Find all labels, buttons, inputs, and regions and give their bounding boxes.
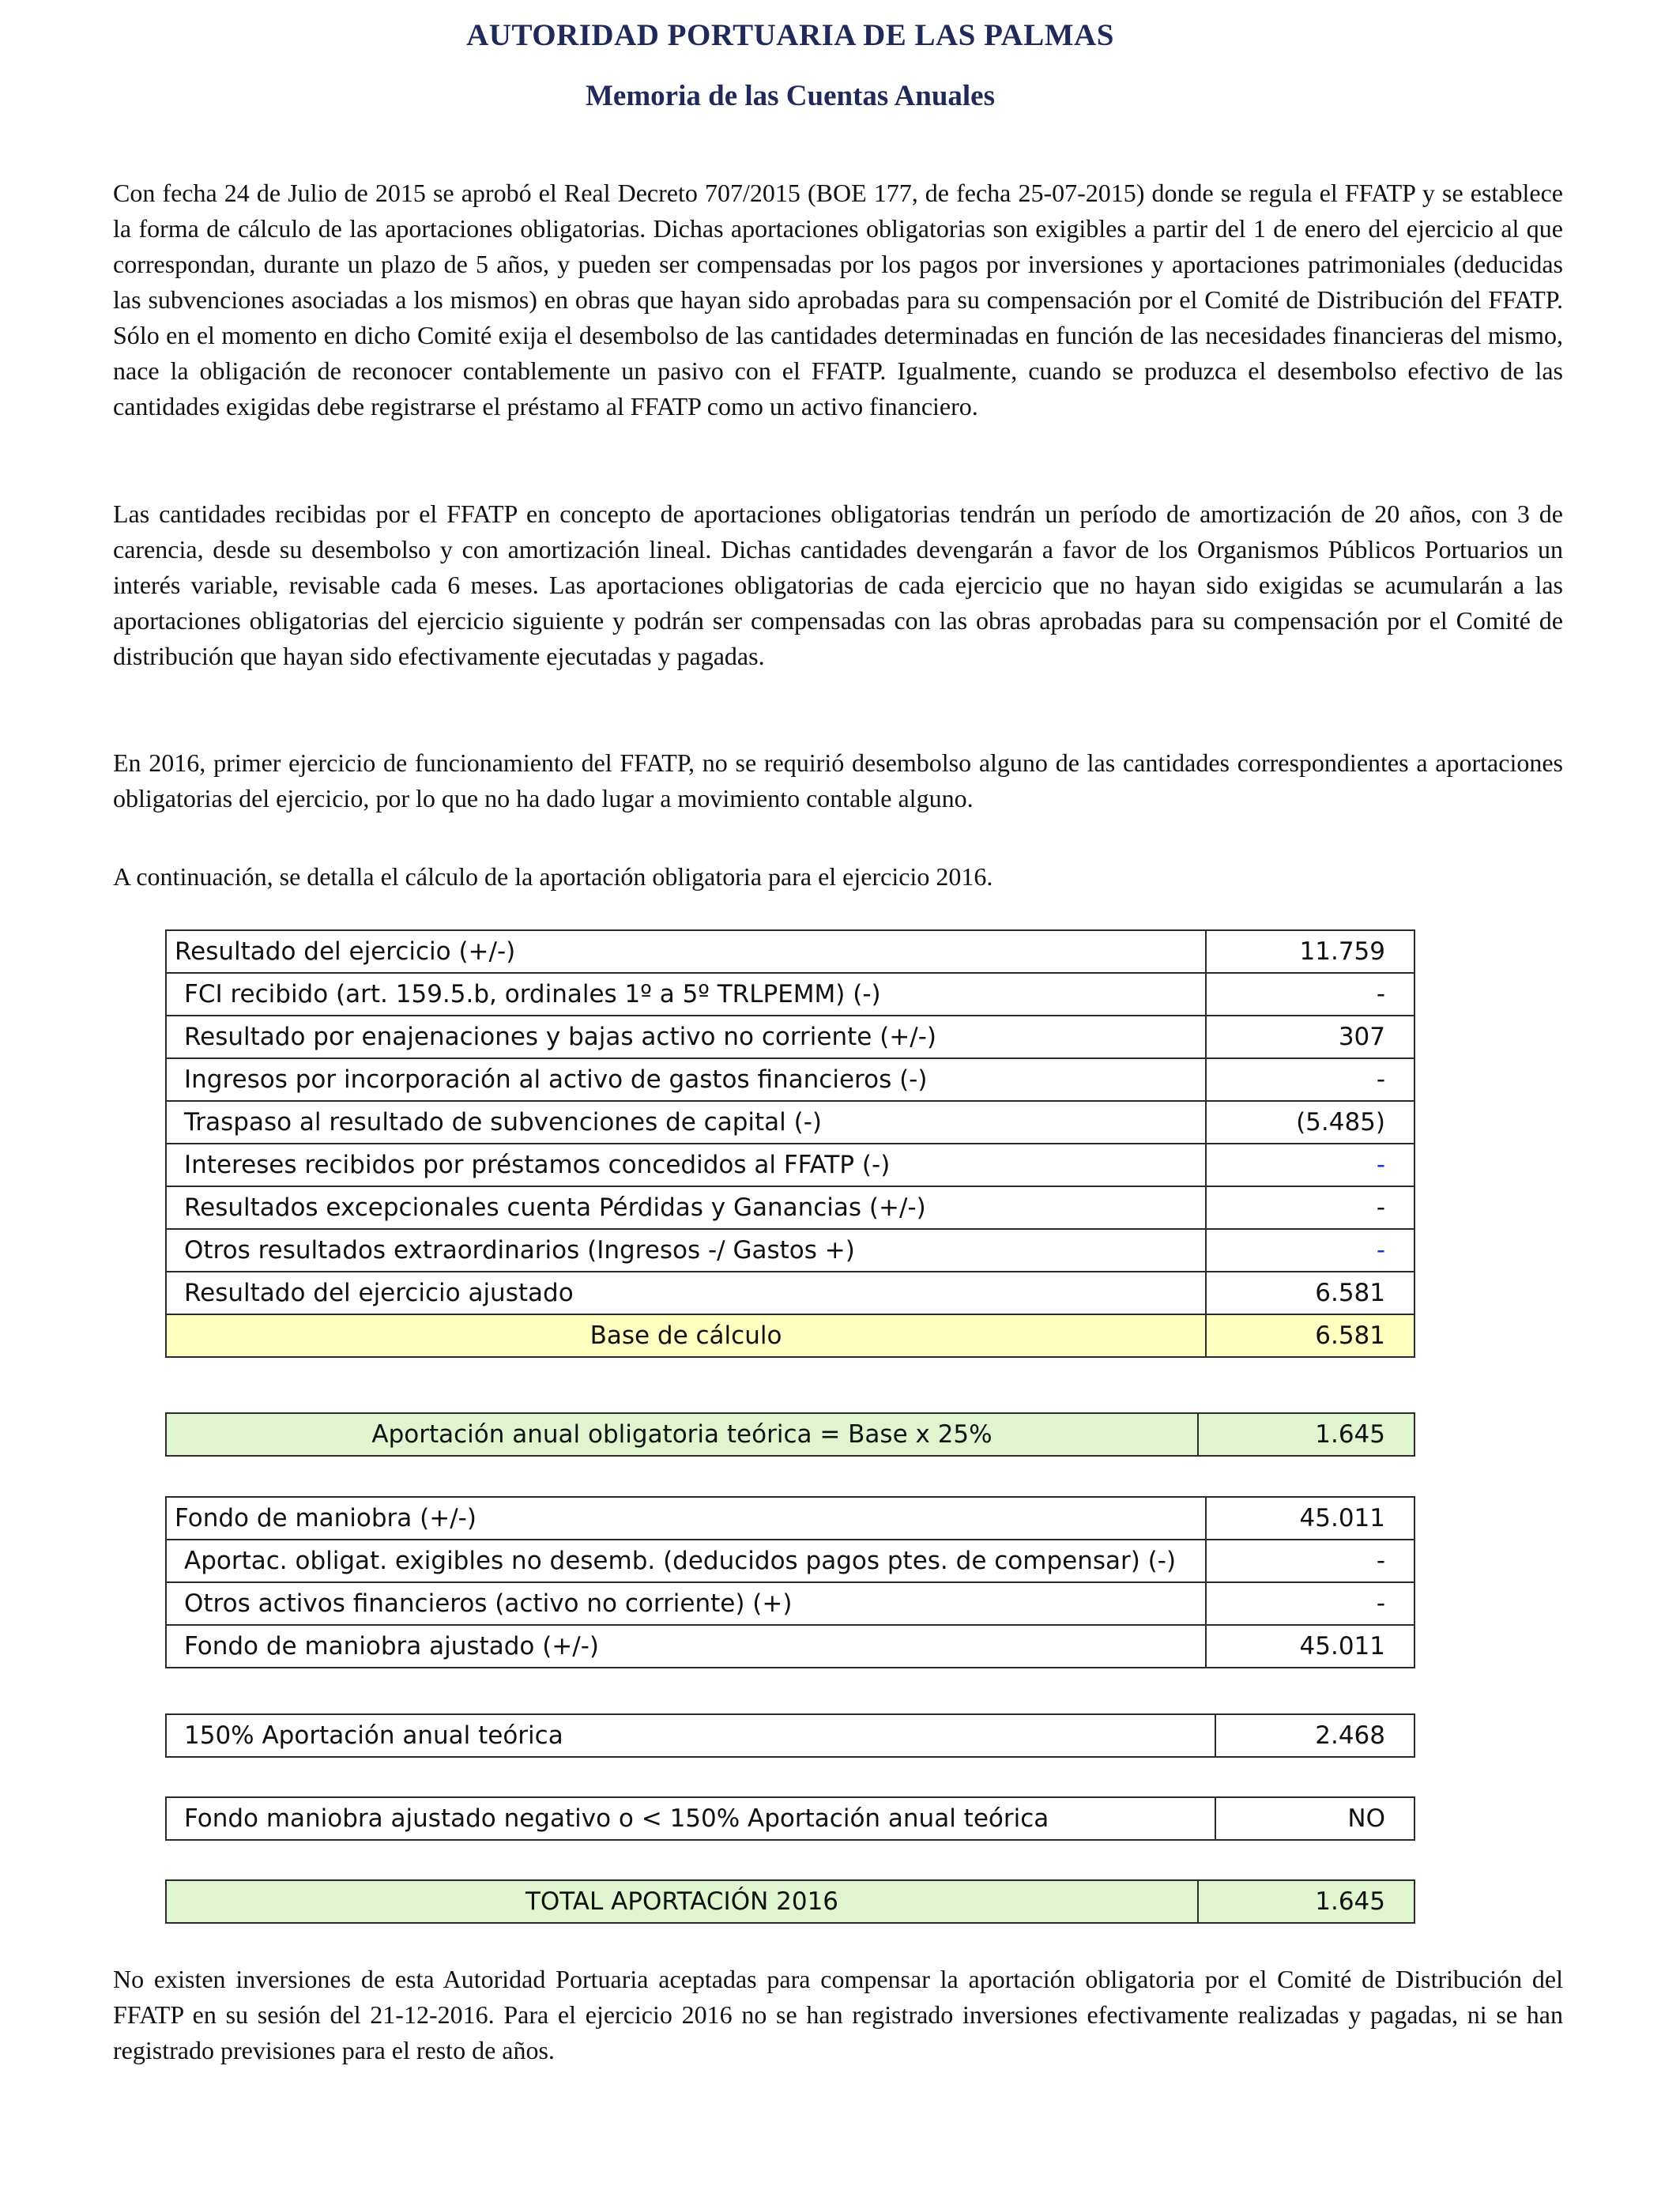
table-row [166,1229,1414,1272]
row-value: - [1206,1186,1414,1229]
table-row [166,1144,1414,1186]
row-value: 2.468 [1215,1714,1414,1757]
row-label: Ingresos por incorporación al activo de gastos financieros (-) [166,1058,1206,1101]
table-row [166,1540,1414,1582]
base-value: 6.581 [1206,1314,1414,1357]
row-label: FCI recibido (art. 159.5.b, ordinales 1º a 5º TRLPEMM) (-) [166,973,1206,1016]
table-row [166,1714,1414,1757]
table-row [166,1016,1414,1058]
paragraph-inversiones: No existen inversiones de esta Autoridad Portuaria aceptadas para compensar la aportación obligatoria por el Comité de Distribución del FFATP en su sesión del 21-12-2016. Para el ejercicio 2016 no se han registrado inversiones efectivamente realizadas y pagadas, ni se han registrado previsiones para el resto de años. [113,1965,1563,2064]
row-label: Aportación anual obligatoria teórica = Base x 25% [166,1413,1198,1456]
row-value: - [1206,1144,1414,1186]
condicion-table [165,1796,1415,1841]
row-label: Fondo de maniobra (+/-) [166,1497,1206,1540]
table-row [166,930,1414,973]
row-label: Resultado del ejercicio ajustado [166,1272,1206,1314]
row-label: Aportac. obligat. exigibles no desemb. (deducidos pagos ptes. de compensar) (-) [166,1540,1206,1582]
row-label: 150% Aportación anual teórica [166,1714,1215,1757]
row-label: Traspaso al resultado de subvenciones de capital (-) [166,1101,1206,1144]
row-value: 307 [1206,1016,1414,1058]
row-value: 45.011 [1206,1625,1414,1668]
row-value: - [1206,1058,1414,1101]
row-label: Fondo de maniobra ajustado (+/-) [166,1625,1206,1668]
table-row [166,1497,1414,1540]
aportacion-150-table [165,1713,1415,1758]
paragraph-real-decreto: Con fecha 24 de Julio de 2015 se aprobó el Real Decreto 707/2015 (BOE 177, de fecha 25-07-2015) donde se regula el FFATP y se establece la forma de cálculo de las aportaciones obligatorias. Dichas aportaciones obligatorias son exigibles a partir del 1 de enero del ejercicio al que correspondan, durante un plazo de 5 años, y pueden ser compensadas por los pagos por inversiones y aportaciones patrimoniales (deducidas las subvenciones asociadas a los mismos) en obras que hayan sido aprobadas para su compensación por el Comité de Distribución del FFATP. Sólo en el momento en dicho Comité exija el desembolso de las cantidades determinadas en función de las necesidades financieras del mismo, nace la obligación de reconocer contablemente un pasivo con el FFATP. Igualmente, cuando se produzca el desembolso efectivo de las cantidades exigidas debe registrarse el préstamo al FFATP como un activo financiero. [113,179,1563,420]
fondo-maniobra-table [165,1496,1415,1668]
row-value: - [1206,1540,1414,1582]
table-row [166,1413,1414,1456]
row-value: 45.011 [1206,1497,1414,1540]
row-value: NO [1215,1797,1414,1840]
table-row [166,1272,1414,1314]
row-value: - [1206,1582,1414,1625]
row-label: Otros resultados extraordinarios (Ingresos -/ Gastos +) [166,1229,1206,1272]
row-value: 11.759 [1206,930,1414,973]
row-label: Otros activos financieros (activo no corriente) (+) [166,1582,1206,1625]
table-row [166,1582,1414,1625]
table-row [166,1186,1414,1229]
row-value: 6.581 [1206,1272,1414,1314]
table-row [166,1880,1414,1923]
table-row [166,1058,1414,1101]
base-row [166,1314,1414,1357]
row-label: Fondo maniobra ajustado negativo o < 150% Aportación anual teórica [166,1797,1215,1840]
row-value: - [1206,973,1414,1016]
row-label: Intereses recibidos por préstamos concedidos al FFATP (-) [166,1144,1206,1186]
table-row [166,973,1414,1016]
table-row [166,1625,1414,1668]
calculation-table [165,929,1415,1358]
paragraph-amortizacion: Las cantidades recibidas por el FFATP en concepto de aportaciones obligatorias tendrán un período de amortización de 20 años, con 3 de carencia, desde su desembolso y con amortización lineal. Dichas cantidades devengarán a favor de los Organismos Públicos Portuarios un interés variable, revisable cada 6 meses. Las aportaciones obligatorias de cada ejercicio que no hayan sido exigidas se acumularán a las aportaciones obligatorias del ejercicio siguiente y podrán ser compensadas con las obras aprobadas para su compensación por el Comité de distribución que hayan sido efectivamente ejecutadas y pagadas. [113,499,1563,670]
row-value: 1.645 [1198,1413,1414,1456]
table-row [166,1101,1414,1144]
row-label: Resultados excepcionales cuenta Pérdidas y Ganancias (+/-) [166,1186,1206,1229]
total-aportacion-table [165,1879,1415,1924]
base-label: Base de cálculo [166,1314,1206,1357]
aportacion-teorica-table [165,1412,1415,1457]
total-label: TOTAL APORTACIÓN 2016 [166,1880,1198,1923]
row-label: Resultado por enajenaciones y bajas activo no corriente (+/-) [166,1016,1206,1058]
paragraph-intro-table: A continuación, se detalla el cálculo de la aportación obligatoria para el ejercicio 2016. [113,862,993,891]
row-label: Resultado del ejercicio (+/-) [166,930,1206,973]
row-value: (5.485) [1206,1101,1414,1144]
document-subtitle: Memoria de las Cuentas Anuales [586,80,995,112]
table-row [166,1797,1414,1840]
total-value: 1.645 [1198,1880,1414,1923]
row-value: - [1206,1229,1414,1272]
paragraph-2016: En 2016, primer ejercicio de funcionamiento del FFATP, no se requirió desembolso alguno de las cantidades correspondientes a aportaciones obligatorias del ejercicio, por lo que no ha dado lugar a movimiento contable alguno. [113,748,1563,812]
document-title: AUTORIDAD PORTUARIA DE LAS PALMAS [466,18,1114,52]
